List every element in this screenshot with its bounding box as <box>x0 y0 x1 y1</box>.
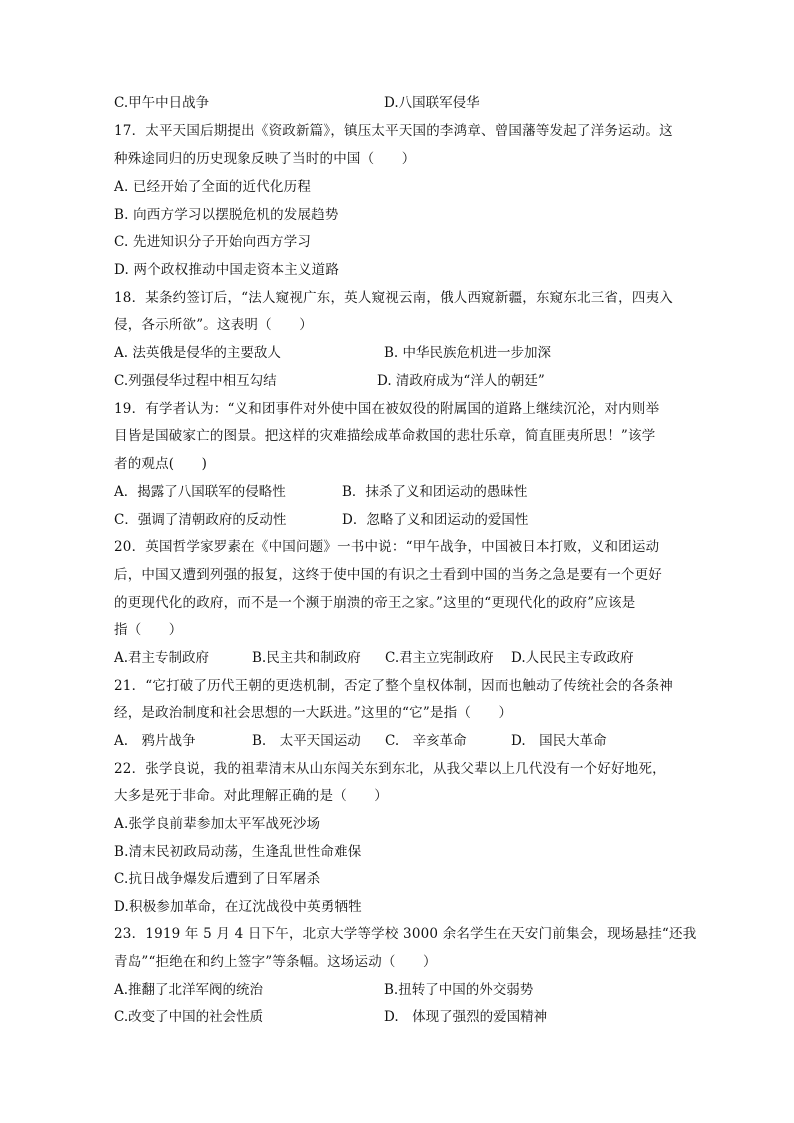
text-line: 后，中国又遭到列强的报复，这终于使中国的有识之士看到中国的当务之急是要有一个更好 <box>114 567 662 583</box>
option-text: C．强调了清朝政府的反动性 <box>114 512 287 528</box>
option-text: B．抹杀了义和团运动的愚昧性 <box>342 484 528 500</box>
option-text: C.君主立宪制政府 <box>385 650 494 666</box>
option-text: C.甲午中日战争 <box>114 95 210 111</box>
option-text: C.改变了中国的社会性质 <box>114 1009 264 1025</box>
option-text: D. 清政府成为“洋人的朝廷” <box>377 373 545 389</box>
text-line: 21．“它打破了历代王朝的更迭机制，否定了整个皇权体制，因而也触动了传统社会的各条神 <box>114 678 673 694</box>
text-line: 目皆是国破家亡的图景。把这样的灾难描绘成革命救国的悲壮乐章，简直匪夷所思！”该学 <box>114 428 656 444</box>
text-line: B. 向西方学习以摆脱危机的发展趋势 <box>114 207 339 223</box>
option-text: A.君主专制政府 <box>114 650 210 666</box>
option-text: B.扭转了中国的外交弱势 <box>384 982 534 998</box>
text-line: 者的观点( ) <box>114 456 208 472</box>
text-line: 青岛”“拒绝在和约上签字”等条幅。这场运动（ ） <box>114 954 437 970</box>
text-line: 种殊途同归的历史现象反映了当时的中国（ ） <box>114 151 416 167</box>
text-line: B.清末民初政局动荡，生逢乱世性命难保 <box>114 844 362 860</box>
text-line: 侵，各示所欲”。这表明（ ） <box>114 317 313 333</box>
text-line: A.张学良前辈参加太平军战死沙场 <box>114 816 321 832</box>
text-line: D. 两个政权推动中国走资本主义道路 <box>114 262 340 278</box>
option-text: D．忽略了义和团运动的爱国性 <box>342 512 529 528</box>
option-text: B.民主共和制政府 <box>252 650 361 666</box>
text-line: 的更现代化的政府，而不是一个濒于崩溃的帝王之家。”这里的“更现代化的政府”应该是 <box>114 595 636 611</box>
text-line: 19．有学者认为：“义和团事件对外使中国在被奴役的附属国的道路上继续沉沦，对内则举 <box>114 401 660 417</box>
text-line: 18．某条约签订后，“法人窥视广东，英人窥视云南，俄人西窥新疆，东窥东北三省，四夷入 <box>114 290 673 306</box>
text-line: 大多是死于非命。对此理解正确的是（ ） <box>114 788 388 804</box>
option-text: D.人民民主专政政府 <box>511 650 634 666</box>
option-text: D. 国民大革命 <box>511 733 607 749</box>
text-line: 22．张学良说，我的祖辈清末从山东闯关东到东北，从我父辈以上几代没有一个好好地死， <box>114 761 666 777</box>
option-text: B. 中华民族危机进一步加深 <box>384 345 552 361</box>
text-line: 17．太平天国后期提出《资政新篇》，镇压太平天国的李鸿章、曾国藩等发起了洋务运动。这 <box>114 123 673 139</box>
option-text: A. 鸦片战争 <box>114 733 196 749</box>
option-text: A.推翻了北洋军阀的统治 <box>114 982 264 998</box>
text-line: 指（ ） <box>114 622 183 638</box>
option-text: B. 太平天国运动 <box>252 733 361 749</box>
text-line: 经，是政治制度和社会思想的一大跃进。”这里的“它”是指（ ） <box>114 705 513 721</box>
text-line: C. 先进知识分子开始向西方学习 <box>114 234 312 250</box>
option-text: A．揭露了八国联军的侵略性 <box>114 484 286 500</box>
text-line: C.抗日战争爆发后遭到了日军屠杀 <box>114 871 321 887</box>
text-line: 20．英国哲学家罗素在《中国问题》一书中说：“甲午战争，中国被日本打败，义和团运动 <box>114 539 660 555</box>
option-text: C. 辛亥革命 <box>385 733 467 749</box>
text-line: D.积极参加革命，在辽沈战役中英勇牺牲 <box>114 899 362 915</box>
text-line: 23．1919 年 5 月 4 日下午，北京大学等学校 3000 余名学生在天安门前集会，现场悬挂“还我 <box>114 926 697 942</box>
option-text: A. 法英俄是侵华的主要敌人 <box>114 345 281 361</box>
option-text: D.八国联军侵华 <box>384 95 480 111</box>
option-text: D. 体现了强烈的爱国精神 <box>384 1009 548 1025</box>
option-text: C.列强侵华过程中相互勾结 <box>114 373 277 389</box>
text-line: A. 已经开始了全面的近代化历程 <box>114 179 312 195</box>
